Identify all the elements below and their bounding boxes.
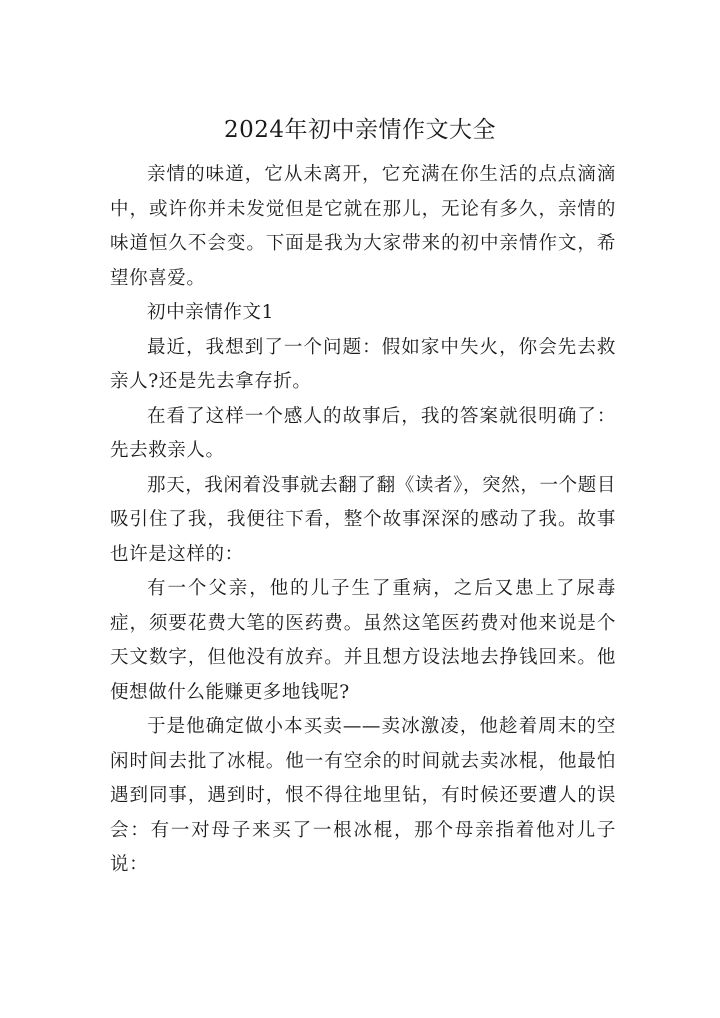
paragraph: 有一个父亲，他的儿子生了重病，之后又患上了尿毒症，须要花费大笔的医药费。虽然这笔医药费对他来说是个天文数字，但他没有放弃。并且想方设法地去挣钱回来。他便想做什么能赚更多地钱呢? bbox=[110, 578, 616, 703]
paragraph: 那天，我闲着没事就去翻了翻《读者》，突然，一个题目吸引住了我，我便往下看，整个故事深深的感动了我。故事也许是这样的： bbox=[110, 474, 616, 565]
paragraph-intro: 亲情的味道，它从未离开，它充满在你生活的点点滴滴中，或许你并未发觉但是它就在那儿，无论有多久，亲情的味道恒久不会变。下面是我为大家带来的初中亲情作文，希望你喜爱。 bbox=[110, 164, 616, 289]
paragraph: 在看了这样一个感人的故事后，我的答案就很明确了：先去救亲人。 bbox=[110, 405, 616, 461]
document-body bbox=[110, 158, 616, 883]
section-heading: 初中亲情作文1 bbox=[147, 302, 274, 323]
paragraph: 于是他确定做小本买卖——卖冰激凌，他趁着周末的空闲时间去批了冰棍。他一有空余的时间就去卖冰棍，他最怕遇到同事，遇到时，恨不得往地里钻，有时候还要遭人的误会：有一对母子来买了一根冰棍，那个母亲指着他对儿子说： bbox=[110, 716, 616, 875]
document-title: 2024年初中亲情作文大全 bbox=[223, 117, 497, 143]
paragraph: 最近，我想到了一个问题：假如家中失火，你会先去救亲人?还是先去拿存折。 bbox=[110, 336, 616, 392]
